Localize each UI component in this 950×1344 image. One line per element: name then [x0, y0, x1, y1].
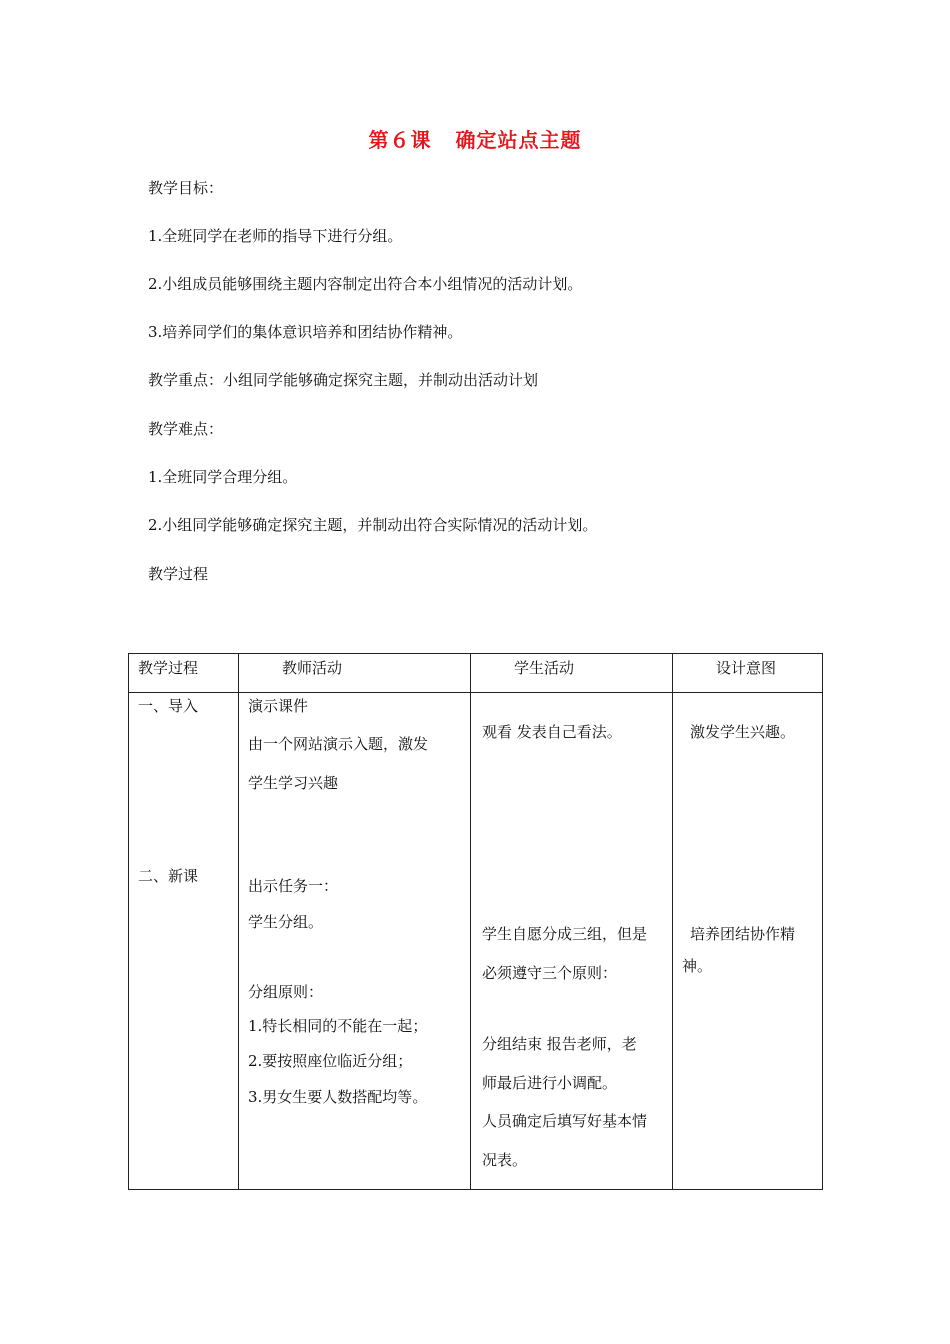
teacher-line: 2.要按照座位临近分组； — [248, 1052, 413, 1070]
stage-cell — [129, 693, 239, 1190]
intent-line: 激发学生兴趣。 — [690, 723, 796, 741]
student-line: 人员确定后填写好基本情 — [482, 1112, 648, 1130]
objective-item: 1.全班同学在老师的指导下进行分组。 — [148, 227, 403, 245]
process-table — [128, 653, 823, 1190]
stage-intro: 一、导入 — [138, 697, 199, 715]
table-header-row — [129, 654, 823, 693]
intent-line: 培养团结协作精 — [690, 925, 796, 943]
student-line: 分组结束 报告老师，老 — [482, 1035, 637, 1053]
lesson-title — [0, 124, 950, 153]
objectives-heading: 教学目标： — [148, 179, 224, 197]
objective-item: 3.培养同学们的集体意识培养和团结协作精神。 — [148, 323, 463, 341]
header-stage: 教学过程 — [138, 659, 199, 677]
lesson-topic: 确定站点主题 — [455, 128, 582, 152]
student-line: 学生自愿分成三组，但是 — [482, 925, 648, 943]
teacher-line: 学生学习兴趣 — [248, 774, 339, 792]
teacher-cell — [239, 693, 471, 1190]
lesson-number: 第６课 — [368, 128, 432, 152]
teacher-line: 演示课件 — [248, 697, 309, 715]
student-line: 师最后进行小调配。 — [482, 1074, 618, 1092]
objective-item: 2.小组成员能够围绕主题内容制定出符合本小组情况的活动计划。 — [148, 275, 583, 293]
header-cell — [239, 654, 471, 693]
student-line: 况表。 — [482, 1151, 528, 1169]
table-row — [129, 693, 823, 1190]
key-points: 教学重点：小组同学能够确定探究主题，并制动出活动计划 — [148, 371, 539, 389]
teacher-line: 3.男女生要人数搭配均等。 — [248, 1088, 428, 1106]
header-intent: 设计意图 — [716, 659, 777, 677]
teacher-line: 学生分组。 — [248, 913, 324, 931]
student-line: 必须遵守三个原则： — [482, 964, 618, 982]
header-student: 学生活动 — [514, 659, 575, 677]
difficulty-item: 2.小组同学能够确定探究主题，并制动出符合实际情况的活动计划。 — [148, 516, 598, 534]
difficulty-item: 1.全班同学合理分组。 — [148, 468, 298, 486]
header-cell — [129, 654, 239, 693]
process-heading: 教学过程 — [148, 565, 209, 583]
intent-line: 神。 — [682, 957, 713, 975]
header-cell — [471, 654, 673, 693]
teacher-line: 由一个网站演示入题，激发 — [248, 735, 429, 753]
teacher-line: 分组原则： — [248, 983, 324, 1001]
difficulties-heading: 教学难点： — [148, 420, 224, 438]
intent-cell — [673, 693, 823, 1190]
header-teacher: 教师活动 — [282, 659, 343, 677]
teacher-line: 出示任务一： — [248, 877, 339, 895]
student-line: 观看 发表自己看法。 — [482, 723, 622, 741]
header-cell — [673, 654, 823, 693]
student-cell — [471, 693, 673, 1190]
teacher-line: 1.特长相同的不能在一起； — [248, 1017, 428, 1035]
stage-new-lesson: 二、新课 — [138, 867, 199, 885]
